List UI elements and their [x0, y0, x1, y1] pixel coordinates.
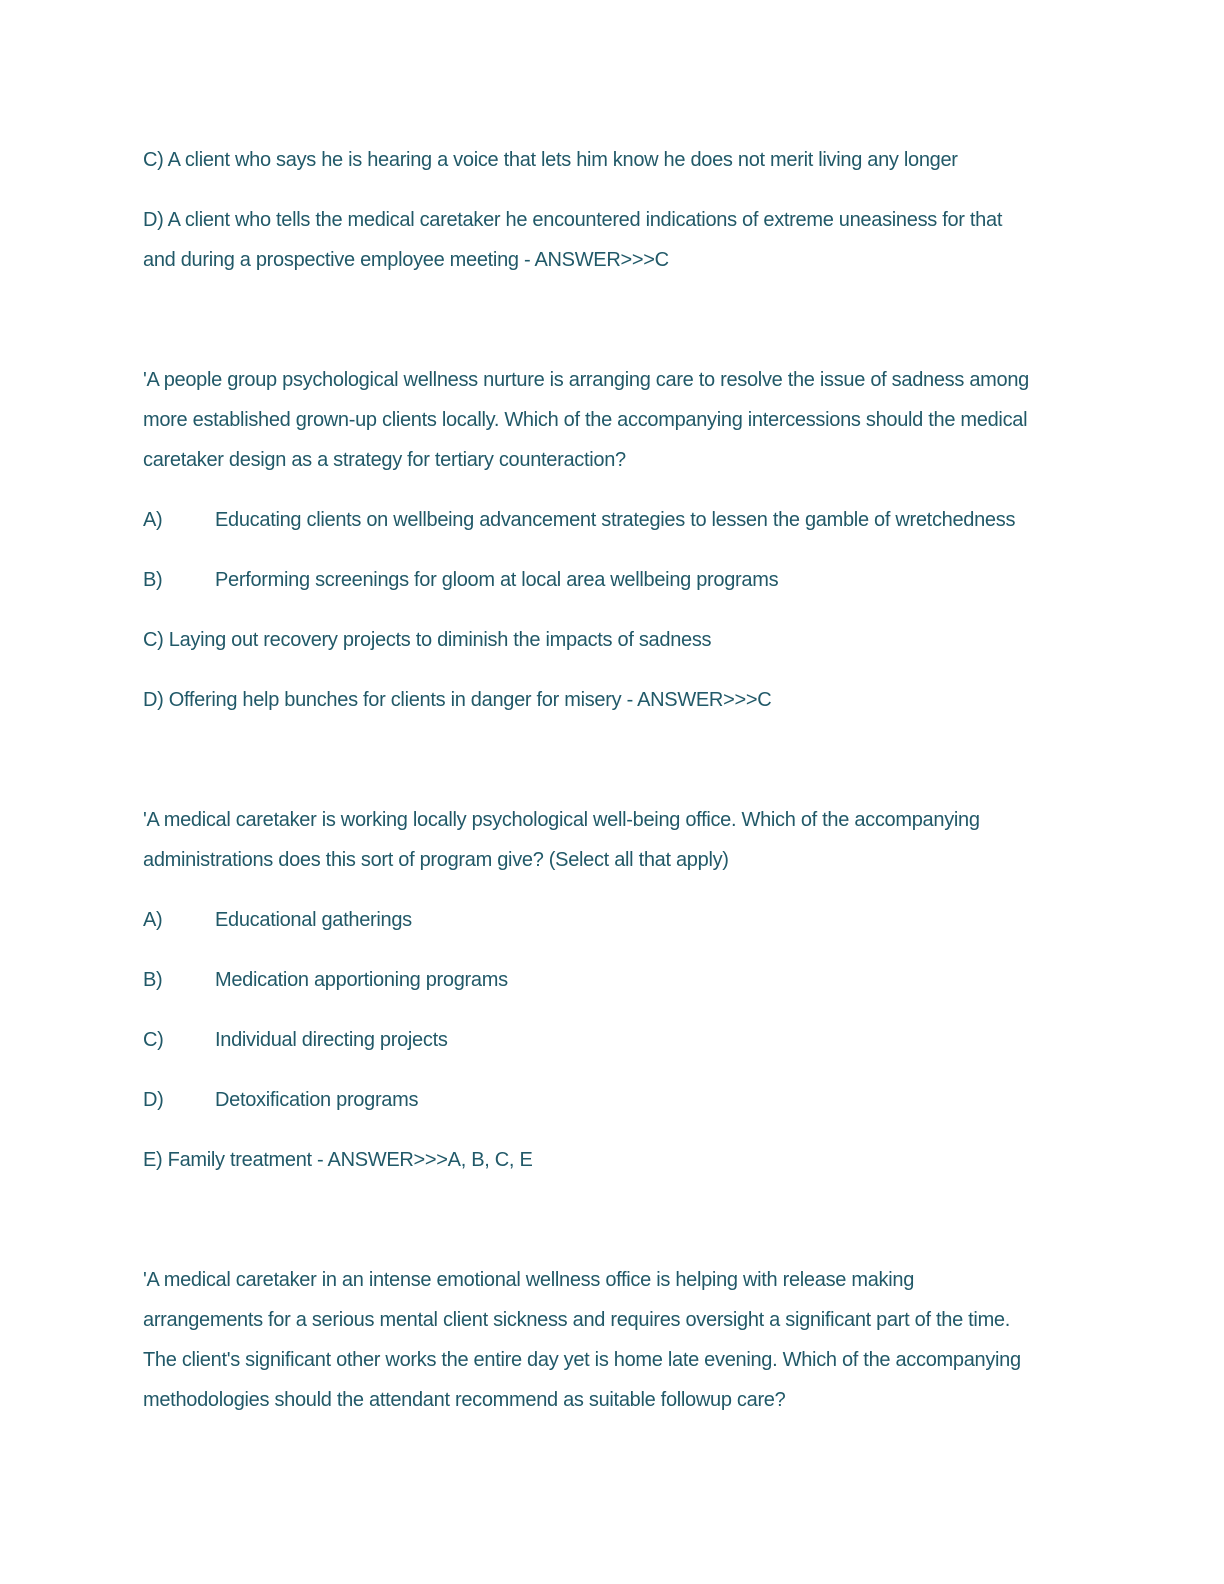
option-paragraph	[143, 960, 1133, 1000]
paragraph-line	[143, 500, 1133, 540]
option-paragraph	[143, 1020, 1133, 1060]
option-label: B)	[143, 969, 163, 991]
option-text: Detoxification programs	[215, 1089, 419, 1111]
option-text: Educating clients on wellbeing advancement strategies to lessen the gamble of wretchedness	[215, 509, 1016, 531]
paragraph-spacer	[143, 1200, 1133, 1260]
paragraph	[143, 620, 1133, 660]
paragraph-line	[143, 960, 1133, 1000]
paragraph-line: caretaker design as a strategy for tertiary counteraction?	[143, 449, 626, 471]
option-paragraph	[143, 900, 1133, 940]
option-label: A)	[143, 509, 163, 531]
document-body	[143, 140, 1133, 1440]
paragraph-line: 'A medical caretaker is working locally psychological well-being office. Which of the accompanying	[143, 809, 980, 831]
paragraph-line: D) A client who tells the medical caretaker he encountered indications of extreme uneasiness for that	[143, 209, 1003, 231]
paragraph	[143, 1140, 1133, 1180]
option-paragraph	[143, 560, 1133, 600]
paragraph-line	[143, 1080, 1133, 1120]
paragraph-line: methodologies should the attendant recommend as suitable followup care?	[143, 1389, 786, 1411]
paragraph-line	[143, 900, 1133, 940]
paragraph-line: arrangements for a serious mental client sickness and requires oversight a significant part of the time.	[143, 1309, 1011, 1331]
paragraph	[143, 200, 1133, 280]
paragraph-line: 'A people group psychological wellness nurture is arranging care to resolve the issue of sadness among	[143, 369, 1029, 391]
paragraph-line	[143, 1020, 1133, 1060]
paragraph	[143, 1260, 1133, 1420]
option-text: Individual directing projects	[215, 1029, 448, 1051]
option-label: A)	[143, 909, 163, 931]
paragraph-line: C) Laying out recovery projects to diminish the impacts of sadness	[143, 629, 712, 651]
paragraph-line: and during a prospective employee meeting - ANSWER>>>C	[143, 249, 669, 271]
paragraph-line: C) A client who says he is hearing a voice that lets him know he does not merit living any longer	[143, 149, 958, 171]
paragraph	[143, 680, 1133, 720]
option-text: Educational gatherings	[215, 909, 412, 931]
paragraph-line: The client's significant other works the entire day yet is home late evening. Which of the accompanying	[143, 1349, 1021, 1371]
option-text: Performing screenings for gloom at local area wellbeing programs	[215, 569, 779, 591]
paragraph-line: E) Family treatment - ANSWER>>>A, B, C, E	[143, 1149, 533, 1171]
option-label: D)	[143, 1089, 164, 1111]
paragraph-line: more established grown-up clients locally. Which of the accompanying intercessions should the medical	[143, 409, 1028, 431]
paragraph	[143, 360, 1133, 480]
paragraph	[143, 140, 1133, 180]
paragraph-spacer	[143, 740, 1133, 800]
paragraph	[143, 800, 1133, 880]
option-paragraph	[143, 1080, 1133, 1120]
option-text: Medication apportioning programs	[215, 969, 508, 991]
option-label: C)	[143, 1029, 164, 1051]
option-paragraph	[143, 500, 1133, 540]
paragraph-line	[143, 560, 1133, 600]
paragraph-line: D) Offering help bunches for clients in danger for misery - ANSWER>>>C	[143, 689, 772, 711]
option-label: B)	[143, 569, 163, 591]
paragraph-spacer	[143, 300, 1133, 360]
paragraph-line: 'A medical caretaker in an intense emotional wellness office is helping with release making	[143, 1269, 915, 1291]
paragraph-line: administrations does this sort of program give? (Select all that apply)	[143, 849, 729, 871]
